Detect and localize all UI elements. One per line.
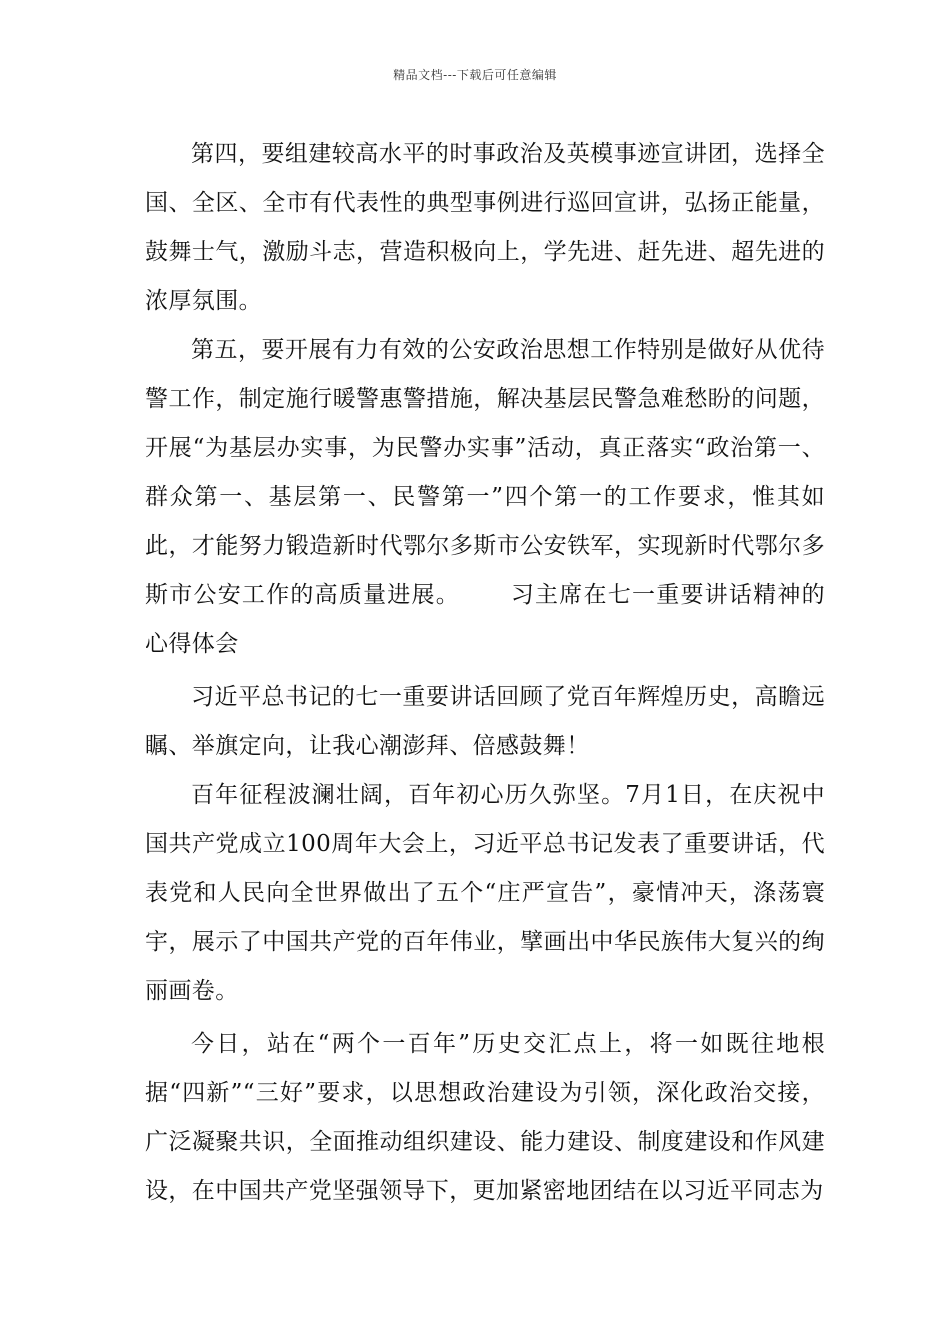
paragraph-fifth-point-text: 第五，要开展有力有效的公安政治思想工作特别是做好从优待警工作，制定施行暖警惠警措施，解决基层民警急难愁盼的问题，开展“为基层办实事，为民警办实事”活动，真正落实“政治第一、群众第一、基层第一、民警第一”四个第一的工作要求，惟其如此，才能努力锻造新时代鄂尔多斯市公安铁军，实现新时代鄂尔多斯市公安工作的高质量进展。 bbox=[145, 337, 825, 608]
paragraph-centenary: 百年征程波澜壮阔，百年初心历久弥坚。7月1日，在庆祝中国共产党成立100周年大会上，习近平总书记发表了重要讲话，代表党和人民向全世界做出了五个“庄严宣告”，豪情冲天，涤荡寰宇，展示了中国共产党的百年伟业，擘画出中华民族伟大复兴的绚丽画卷。 bbox=[145, 782, 825, 1004]
paragraph-speech-review: 习近平总书记的七一重要讲话回顾了党百年辉煌历史，高瞻远瞩、举旗定向，让我心潮澎拜、倍感鼓舞！ bbox=[145, 684, 825, 759]
paragraph-fifth-point bbox=[145, 326, 825, 669]
paragraph-today: 今日，站在“两个一百年”历史交汇点上，将一如既往地根据“四新”“三好”要求，以思想政治建设为引领，深化政治交接，广泛凝聚共识，全面推动组织建设、能力建设、制度建设和作风建设，在中国共产党坚强领导下，更加紧密地团结在以习近平同志为 bbox=[145, 1031, 825, 1204]
document-body bbox=[145, 130, 825, 1216]
section-heading: 习主席在七一重要讲话精神的心得体会 bbox=[145, 582, 825, 657]
paragraph-fourth-point: 第四，要组建较高水平的时事政治及英模事迹宣讲团，选择全国、全区、全市有代表性的典型事例进行巡回宣讲，弘扬正能量，鼓舞士气，激励斗志，营造积极向上，学先进、赶先进、超先进的浓厚氛围。 bbox=[145, 141, 825, 314]
page-header: 精品文档---下载后可任意编辑 bbox=[393, 68, 557, 82]
